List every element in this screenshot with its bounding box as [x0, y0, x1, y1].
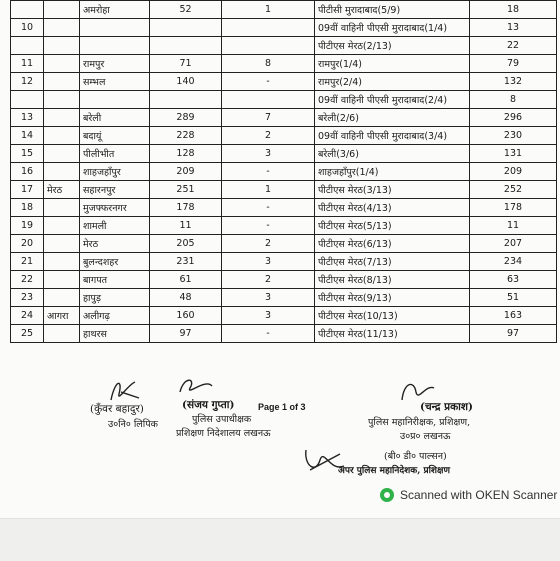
- cell-posting: पीटीएस मेरठ(5/13): [315, 217, 470, 235]
- cell-serial: [11, 1, 44, 19]
- page-number: Page 1 of 3: [258, 402, 306, 412]
- table-row: [11, 163, 557, 181]
- signatory-center-dept: प्रशिक्षण निदेशालय लखनऊ: [176, 428, 271, 439]
- cell-total: 132: [470, 73, 557, 91]
- cell-additional: 1: [222, 1, 315, 19]
- scanner-watermark: [380, 488, 557, 502]
- cell-additional: -: [222, 217, 315, 235]
- cell-posting: पीटीएस मेरठ(10/13): [315, 307, 470, 325]
- cell-count: 205: [150, 235, 222, 253]
- cell-count: 251: [150, 181, 222, 199]
- cell-posting: पीटीएस मेरठ(2/13): [315, 37, 470, 55]
- cell-serial: 12: [11, 73, 44, 91]
- cell-district: सहारनपुर: [80, 181, 150, 199]
- signatory-left-name: (कुँवर बहादुर): [90, 403, 144, 415]
- cell-zone: [44, 199, 80, 217]
- cell-count: 61: [150, 271, 222, 289]
- cell-count: 11: [150, 217, 222, 235]
- signatory-right-title: पुलिस महानिरीक्षक, प्रशिक्षण,: [368, 417, 471, 428]
- cell-district: रामपुर: [80, 55, 150, 73]
- cell-total: 97: [470, 325, 557, 343]
- signatory-right2-title: अपर पुलिस महानिदेशक, प्रशिक्षण: [338, 466, 450, 476]
- cell-zone: [44, 325, 80, 343]
- cell-total: 22: [470, 37, 557, 55]
- signatory-right-city: उ०प्र० लखनऊ: [400, 431, 451, 442]
- cell-additional: -: [222, 199, 315, 217]
- cell-zone: [44, 271, 80, 289]
- table-row: [11, 271, 557, 289]
- cell-district: सम्भल: [80, 73, 150, 91]
- allocation-table: [10, 0, 557, 343]
- cell-count: 128: [150, 145, 222, 163]
- cell-serial: 16: [11, 163, 44, 181]
- cell-count: 97: [150, 325, 222, 343]
- table-row: [11, 37, 557, 55]
- cell-posting: रामपुर(1/4): [315, 55, 470, 73]
- cell-total: 8: [470, 91, 557, 109]
- cell-district: बदायूं: [80, 127, 150, 145]
- table-body: [11, 1, 557, 343]
- cell-posting: पीटीएस मेरठ(8/13): [315, 271, 470, 289]
- table-row: [11, 19, 557, 37]
- table-row: [11, 73, 557, 91]
- cell-district: हाथरस: [80, 325, 150, 343]
- cell-posting: बरेली(3/6): [315, 145, 470, 163]
- cell-posting: रामपुर(2/4): [315, 73, 470, 91]
- cell-additional: [222, 91, 315, 109]
- viewer-bottom-bar: [0, 518, 560, 561]
- cell-zone: [44, 55, 80, 73]
- cell-zone: [44, 127, 80, 145]
- cell-district: पीलीभीत: [80, 145, 150, 163]
- cell-count: 48: [150, 289, 222, 307]
- cell-count: 209: [150, 163, 222, 181]
- cell-serial: [11, 37, 44, 55]
- cell-total: 63: [470, 271, 557, 289]
- cell-zone: [44, 19, 80, 37]
- cell-zone: [44, 145, 80, 163]
- table-row: [11, 1, 557, 19]
- cell-additional: 7: [222, 109, 315, 127]
- cell-district: शाहजहाँपुर: [80, 163, 150, 181]
- cell-additional: 3: [222, 307, 315, 325]
- cell-posting: 09वीं वाहिनी पीएसी मुरादाबाद(3/4): [315, 127, 470, 145]
- cell-posting: पीटीएस मेरठ(6/13): [315, 235, 470, 253]
- cell-total: 207: [470, 235, 557, 253]
- cell-count: 231: [150, 253, 222, 271]
- cell-count: 178: [150, 199, 222, 217]
- table-row: [11, 109, 557, 127]
- cell-serial: 13: [11, 109, 44, 127]
- cell-serial: 20: [11, 235, 44, 253]
- cell-total: 296: [470, 109, 557, 127]
- cell-serial: [11, 91, 44, 109]
- cell-additional: -: [222, 325, 315, 343]
- signature-mark-center: [176, 374, 216, 400]
- cell-posting: पीटीएस मेरठ(4/13): [315, 199, 470, 217]
- cell-district: बरेली: [80, 109, 150, 127]
- cell-count: [150, 37, 222, 55]
- cell-posting: पीटीएस मेरठ(11/13): [315, 325, 470, 343]
- cell-zone: [44, 235, 80, 253]
- cell-additional: -: [222, 73, 315, 91]
- signatory-right2-name: (बी० डी० पाल्सन): [384, 451, 447, 462]
- cell-additional: 8: [222, 55, 315, 73]
- table-row: [11, 325, 557, 343]
- cell-zone: [44, 163, 80, 181]
- cell-additional: 3: [222, 145, 315, 163]
- table-row: [11, 253, 557, 271]
- cell-total: 51: [470, 289, 557, 307]
- cell-serial: 14: [11, 127, 44, 145]
- cell-district: मेरठ: [80, 235, 150, 253]
- cell-total: 13: [470, 19, 557, 37]
- cell-zone: [44, 73, 80, 91]
- cell-zone: [44, 253, 80, 271]
- cell-serial: 25: [11, 325, 44, 343]
- cell-district: [80, 91, 150, 109]
- cell-count: 228: [150, 127, 222, 145]
- cell-posting: 09वीं वाहिनी पीएसी मुरादाबाद(2/4): [315, 91, 470, 109]
- cell-district: बागपत: [80, 271, 150, 289]
- cell-district: [80, 37, 150, 55]
- table-row: [11, 307, 557, 325]
- cell-count: [150, 19, 222, 37]
- cell-district: मुजफ्फरनगर: [80, 199, 150, 217]
- cell-serial: 21: [11, 253, 44, 271]
- cell-zone: मेरठ: [44, 181, 80, 199]
- cell-serial: 22: [11, 271, 44, 289]
- cell-serial: 23: [11, 289, 44, 307]
- cell-zone: [44, 91, 80, 109]
- table-row: [11, 127, 557, 145]
- scanner-label: Scanned with OKEN Scanner: [400, 488, 558, 502]
- cell-zone: आगरा: [44, 307, 80, 325]
- cell-total: 163: [470, 307, 557, 325]
- table-row: [11, 199, 557, 217]
- cell-serial: 11: [11, 55, 44, 73]
- table-row: [11, 91, 557, 109]
- cell-zone: [44, 217, 80, 235]
- cell-total: 230: [470, 127, 557, 145]
- cell-district: अमरोहा: [80, 1, 150, 19]
- cell-posting: पीटीएस मेरठ(7/13): [315, 253, 470, 271]
- cell-additional: 2: [222, 271, 315, 289]
- cell-additional: 2: [222, 127, 315, 145]
- cell-serial: 19: [11, 217, 44, 235]
- cell-posting: 09वीं वाहिनी पीएसी मुरादाबाद(1/4): [315, 19, 470, 37]
- signatory-center-name: (संजय गुप्ता): [182, 399, 235, 411]
- cell-district: अलीगढ़: [80, 307, 150, 325]
- table-row: [11, 235, 557, 253]
- table-row: [11, 55, 557, 73]
- scanner-logo-icon: [380, 488, 394, 502]
- table-row: [11, 289, 557, 307]
- cell-total: 131: [470, 145, 557, 163]
- cell-total: 18: [470, 1, 557, 19]
- cell-posting: पीटीएस मेरठ(9/13): [315, 289, 470, 307]
- cell-serial: 15: [11, 145, 44, 163]
- cell-zone: [44, 37, 80, 55]
- cell-total: 79: [470, 55, 557, 73]
- cell-serial: 24: [11, 307, 44, 325]
- cell-serial: 18: [11, 199, 44, 217]
- table-row: [11, 145, 557, 163]
- signatory-right-name: (चन्द्र प्रकाश): [420, 401, 473, 413]
- cell-posting: शाहजहाँपुर(1/4): [315, 163, 470, 181]
- cell-count: [150, 91, 222, 109]
- cell-total: 11: [470, 217, 557, 235]
- cell-posting: पीटीसी मुरादाबाद(5/9): [315, 1, 470, 19]
- cell-additional: -: [222, 163, 315, 181]
- cell-total: 178: [470, 199, 557, 217]
- cell-zone: [44, 1, 80, 19]
- cell-posting: बरेली(2/6): [315, 109, 470, 127]
- cell-count: 71: [150, 55, 222, 73]
- table-row: [11, 181, 557, 199]
- cell-count: 52: [150, 1, 222, 19]
- cell-count: 289: [150, 109, 222, 127]
- cell-district: शामली: [80, 217, 150, 235]
- signatory-left-title: उ०नि० लिपिक: [108, 419, 158, 430]
- cell-additional: 3: [222, 253, 315, 271]
- cell-zone: [44, 289, 80, 307]
- cell-serial: 17: [11, 181, 44, 199]
- cell-additional: [222, 37, 315, 55]
- signatory-center-title: पुलिस उपाधीक्षक: [192, 414, 252, 425]
- cell-additional: 3: [222, 289, 315, 307]
- cell-total: 234: [470, 253, 557, 271]
- cell-total: 209: [470, 163, 557, 181]
- cell-total: 252: [470, 181, 557, 199]
- cell-district: बुलन्दशहर: [80, 253, 150, 271]
- cell-zone: [44, 109, 80, 127]
- cell-count: 140: [150, 73, 222, 91]
- cell-district: [80, 19, 150, 37]
- cell-district: हापुड़: [80, 289, 150, 307]
- cell-serial: 10: [11, 19, 44, 37]
- table-row: [11, 217, 557, 235]
- cell-additional: 2: [222, 235, 315, 253]
- cell-additional: 1: [222, 181, 315, 199]
- cell-posting: पीटीएस मेरठ(3/13): [315, 181, 470, 199]
- cell-additional: [222, 19, 315, 37]
- cell-count: 160: [150, 307, 222, 325]
